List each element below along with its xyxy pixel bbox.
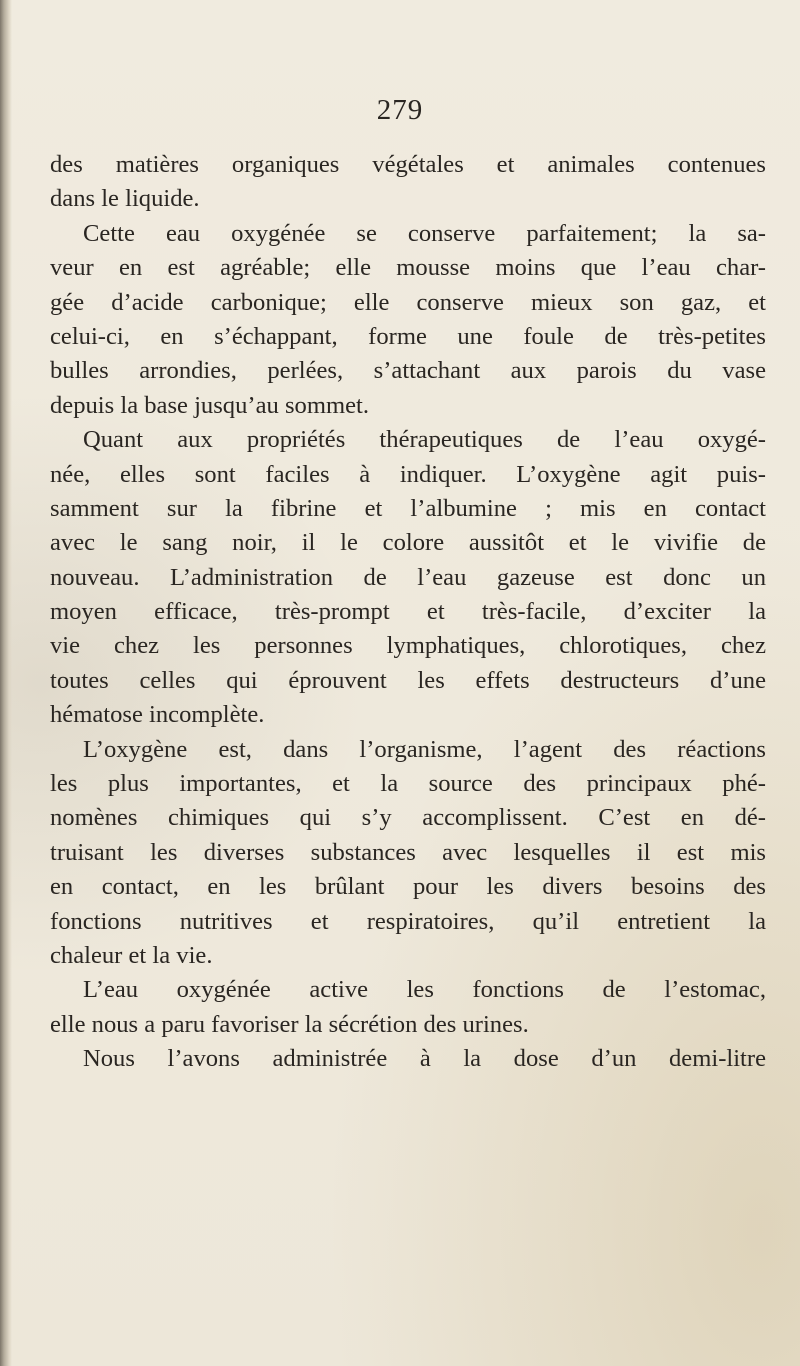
text-line: des matières organiques végétales et animales contenues	[50, 151, 766, 178]
text-line: moyen efficace, très-prompt et très-facile, d’exciter la	[50, 598, 766, 626]
binding-edge	[0, 0, 12, 1366]
text-line: celui-ci, en s’échappant, forme une foule de très-petites	[50, 322, 766, 350]
text-line: toutes celles qui éprouvent les effets destructeurs d’une	[50, 666, 766, 694]
text-line: Cette eau oxygénée se conserve parfaitement; la sa-	[83, 219, 766, 247]
text-line: en contact, en les brûlant pour les divers besoins des	[50, 873, 766, 901]
page-number: 279	[376, 94, 424, 126]
text-line: L’oxygène est, dans l’organisme, l’agent des réactions	[83, 735, 766, 763]
text-line: L’eau oxygénée active les fonctions de l’estomac,	[83, 976, 766, 1004]
text-line: hématose incomplète.	[50, 701, 265, 729]
text-line: samment sur la fibrine et l’albumine ; mis en contact	[50, 494, 766, 522]
text-line: née, elles sont faciles à indiquer. L’oxygène agit puis-	[50, 460, 766, 488]
body-text	[50, 148, 766, 1077]
text-line: dans le liquide.	[50, 185, 200, 213]
text-line: elle nous a paru favoriser la sécrétion des urines.	[50, 1010, 529, 1038]
text-line: Nous l’avons administrée à la dose d’un demi-litre	[83, 1045, 766, 1073]
text-line: bulles arrondies, perlées, s’attachant aux parois du vase	[50, 357, 766, 385]
text-line: avec le sang noir, il le colore aussitôt et le vivifie de	[50, 529, 766, 557]
text-line: nouveau. L’administration de l’eau gazeuse est donc un	[50, 563, 766, 591]
text-line: chaleur et la vie.	[50, 941, 213, 969]
text-line: fonctions nutritives et respiratoires, qu’il entretient la	[50, 907, 766, 935]
text-line: truisant les diverses substances avec lesquelles il est mis	[50, 838, 766, 866]
text-line: depuis la base jusqu’au sommet.	[50, 391, 369, 419]
text-line: nomènes chimiques qui s’y accomplissent. C’est en dé-	[50, 804, 766, 832]
text-line: veur en est agréable; elle mousse moins que l’eau char-	[50, 254, 766, 282]
text-line: vie chez les personnes lymphatiques, chlorotiques, chez	[50, 632, 766, 660]
text-line: Quant aux propriétés thérapeutiques de l’eau oxygé-	[83, 426, 766, 454]
text-line: gée d’acide carbonique; elle conserve mieux son gaz, et	[50, 288, 766, 316]
text-line: les plus importantes, et la source des principaux phé-	[50, 770, 766, 798]
